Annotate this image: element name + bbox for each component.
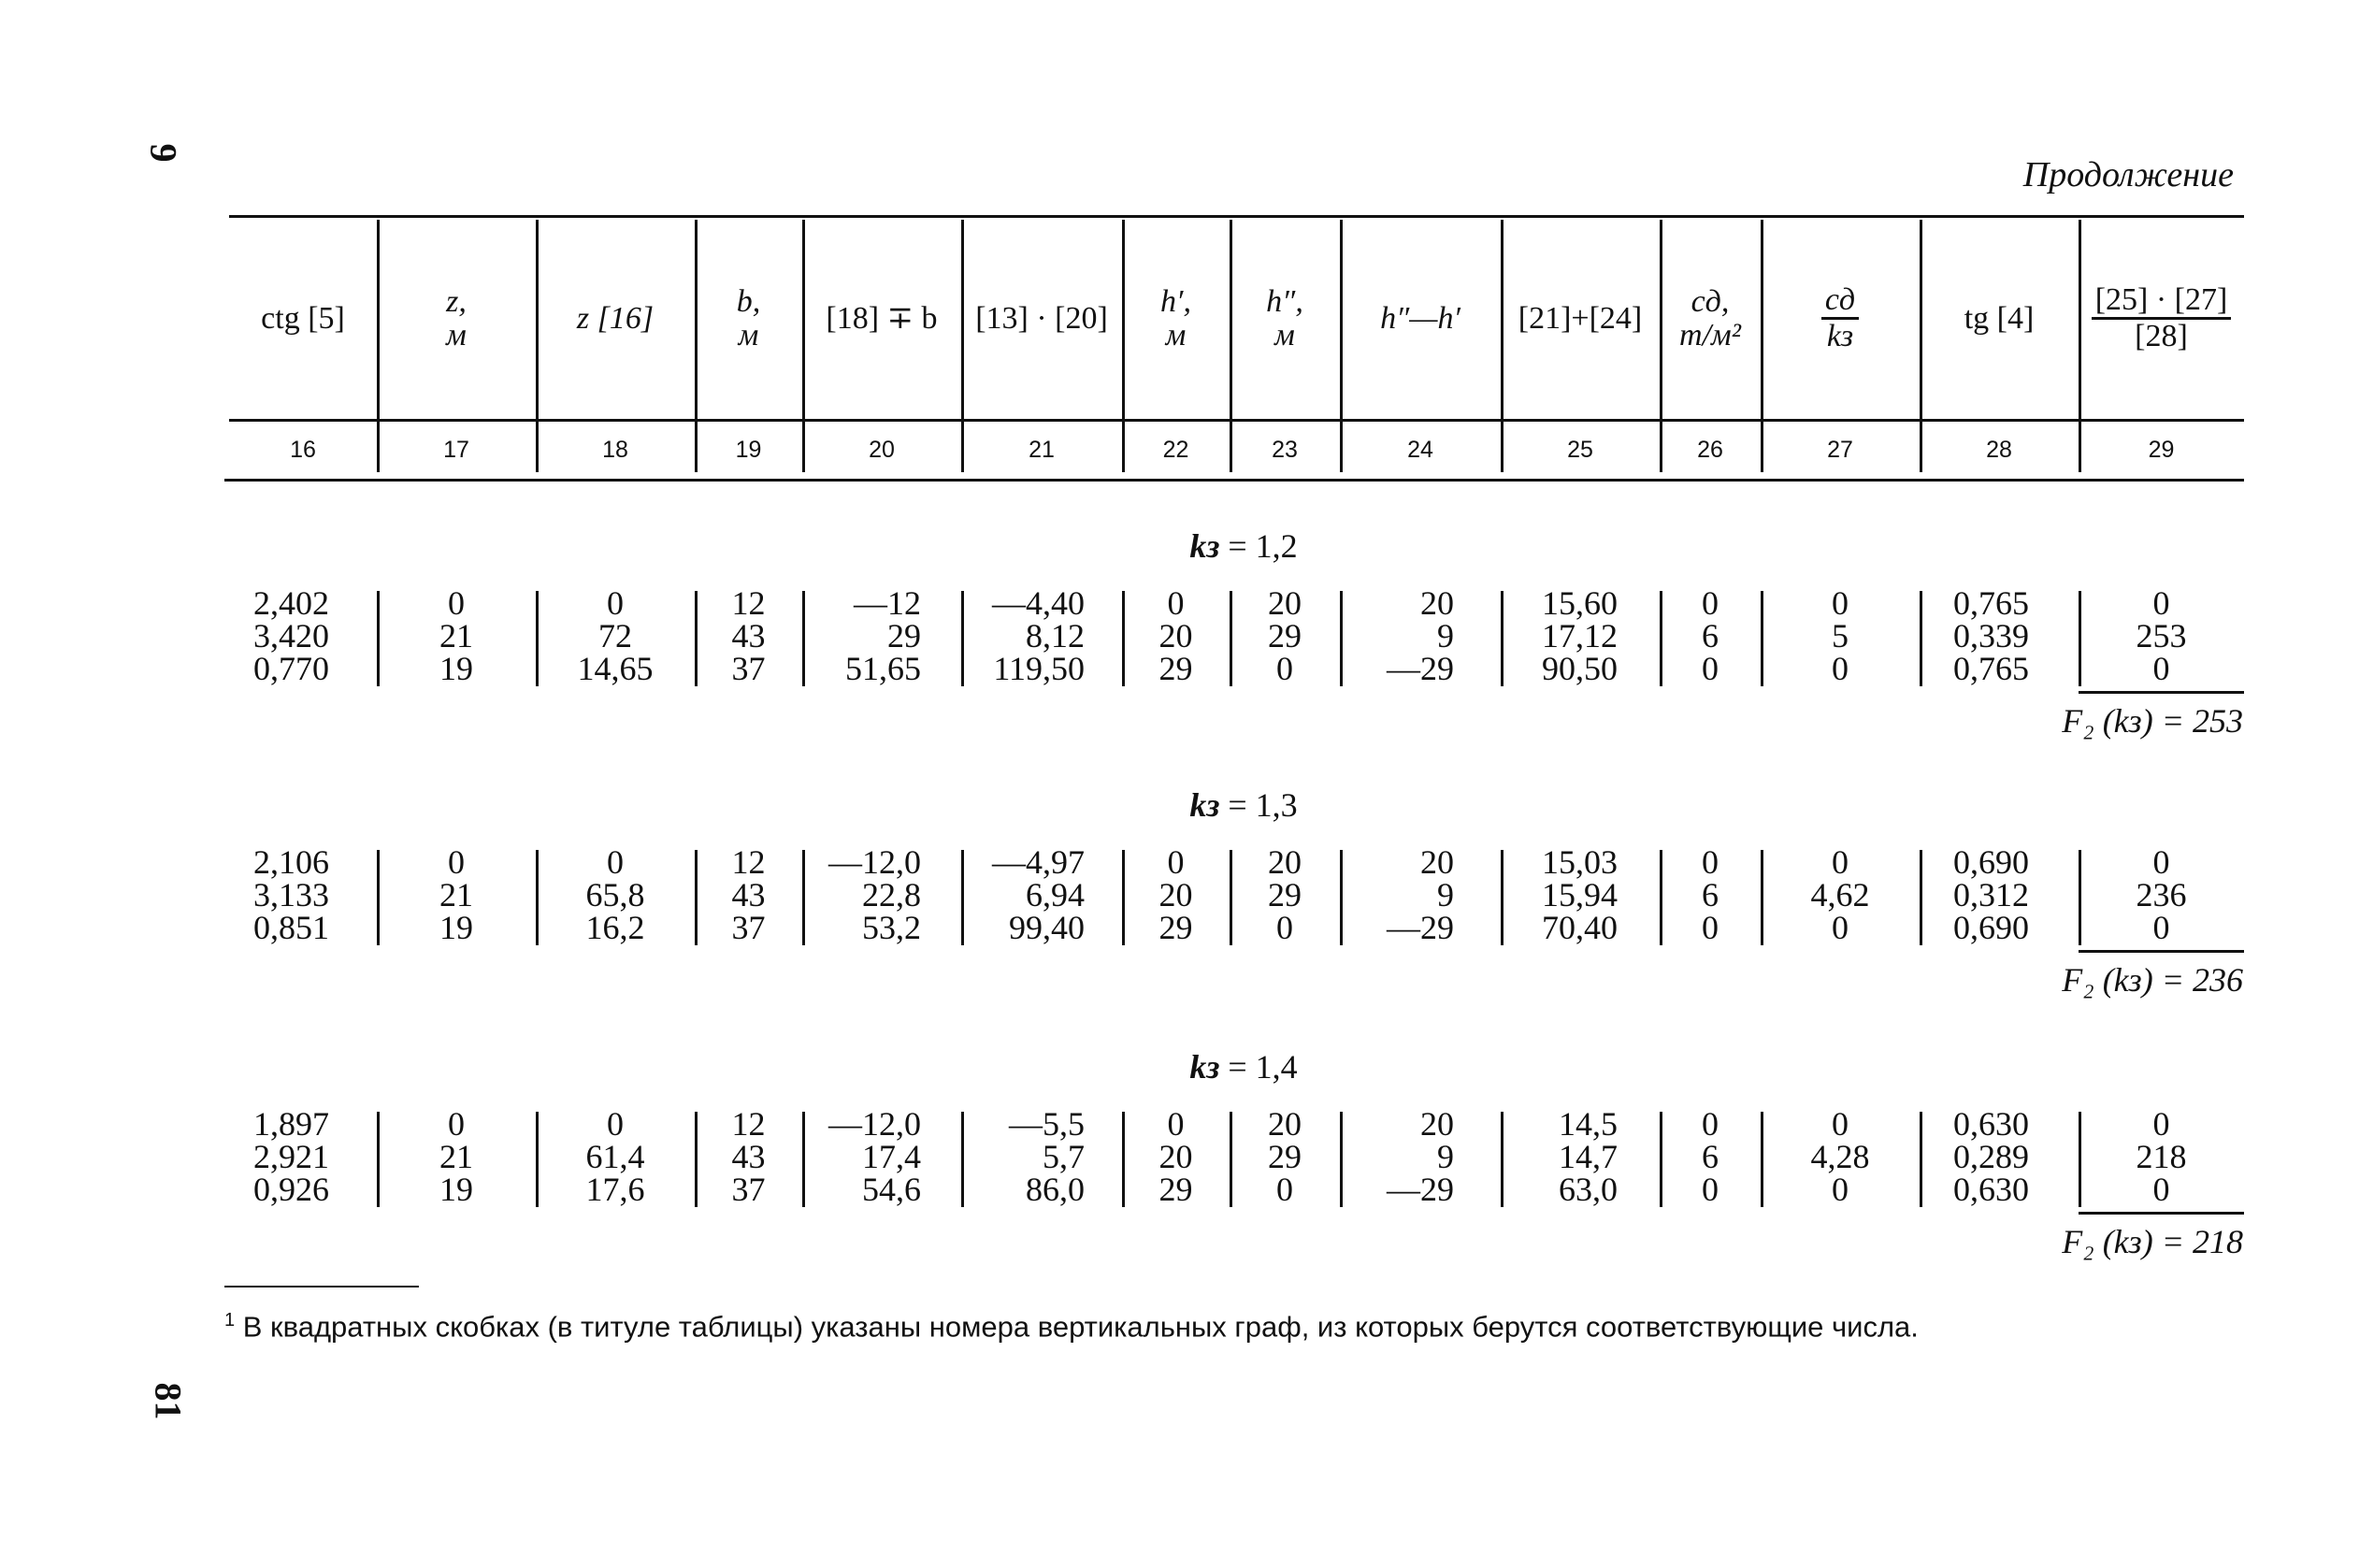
section-k-label: kз (1189, 786, 1220, 824)
table-cell: 4,62 (1810, 876, 1870, 913)
table-cell: 0 (1832, 584, 1849, 622)
table-cell: 0 (607, 843, 624, 881)
body-column-rule (961, 1112, 964, 1207)
body-column-rule (536, 591, 539, 686)
data-column-18 (536, 843, 695, 946)
table-cell: 0 (2152, 1171, 2170, 1208)
header-b: b, м (736, 283, 761, 352)
column-number: 24 (1407, 436, 1433, 463)
body-column-rule (1660, 1112, 1662, 1207)
table-cell: 0 (2152, 843, 2170, 881)
table-cell: 0,339 (1953, 617, 2029, 655)
section-total: F₂ (kз) = 253 (2062, 702, 2243, 740)
table-cell: 0 (448, 584, 465, 622)
body-column-rule (1230, 850, 1232, 945)
table-cell: 16,2 (585, 909, 645, 946)
table-cell: —29 (1387, 909, 1454, 946)
header-bottom-rule (224, 479, 2244, 482)
table-cell: 61,4 (585, 1138, 645, 1175)
data-column-17 (377, 1105, 536, 1208)
table-cell: 0 (1276, 909, 1293, 946)
table-cell: 9 (1437, 876, 1454, 913)
body-column-rule (1340, 1112, 1343, 1207)
footnote-text: В квадратных скобках (в титуле таблицы) указаны номера вертикальных граф, из которых берутся соответствующие числа. (242, 1310, 1919, 1344)
header-13-times-20: [13] · [20] (975, 300, 1108, 336)
table-cell: 21 (439, 1138, 473, 1175)
table-cell: 0 (1702, 1105, 1719, 1143)
table-cell: 0,765 (1953, 650, 2029, 687)
table-cell: 99,40 (1009, 909, 1085, 946)
table-cell: 0 (1832, 843, 1849, 881)
table-cell: 3,420 (253, 617, 329, 655)
table-cell: 0 (1276, 1171, 1293, 1208)
footnote-marker: 1 (224, 1310, 236, 1331)
body-column-rule (1920, 591, 1922, 686)
table-cell: 14,7 (1559, 1138, 1618, 1175)
table-cell: 0 (448, 1105, 465, 1143)
data-column-28 (1889, 584, 2029, 687)
body-column-rule (1230, 591, 1232, 686)
body-column-rule (2079, 591, 2081, 686)
table-cell: 20 (1268, 1105, 1302, 1143)
table-cell: 51,65 (845, 650, 921, 687)
body-column-rule (1122, 850, 1125, 945)
table-cell: 0 (1702, 843, 1719, 881)
continuation-label: Продолжение (2022, 155, 2234, 194)
body-column-rule (695, 591, 698, 686)
table-cell: 6 (1702, 1138, 1719, 1175)
table-cell: 3,133 (253, 876, 329, 913)
data-column-21 (944, 843, 1085, 946)
data-column-21 (944, 584, 1085, 687)
table-cell: 0,926 (253, 1171, 329, 1208)
table-cell: 86,0 (1026, 1171, 1085, 1208)
data-column-25 (1477, 584, 1618, 687)
data-column-24 (1314, 584, 1454, 687)
body-column-rule (377, 591, 380, 686)
header-h-prime: h′, м (1160, 283, 1191, 352)
table-cell: 0 (2152, 650, 2170, 687)
section-k-value: = 1,2 (1219, 527, 1298, 565)
column-number: 28 (1986, 436, 2012, 463)
table-cell: 9 (1437, 617, 1454, 655)
column-number: 16 (290, 436, 316, 463)
table-cell: 29 (1158, 650, 1193, 687)
table-cell: 6 (1702, 876, 1719, 913)
table-cell: 19 (439, 1171, 473, 1208)
table-cell: 0 (1832, 909, 1849, 946)
data-column-25 (1477, 843, 1618, 946)
data-column-22 (1122, 843, 1230, 946)
table-cell: 0,851 (253, 909, 329, 946)
section-k-label: kз (1189, 527, 1220, 565)
body-column-rule (1501, 850, 1504, 945)
table-cell: 15,03 (1542, 843, 1618, 881)
data-column-26 (1660, 584, 1761, 687)
table-cell: 72 (598, 617, 632, 655)
section-k-value: = 1,4 (1219, 1048, 1298, 1086)
table-cell: 0,765 (1953, 584, 2029, 622)
table-cell: 253 (2136, 617, 2187, 655)
data-column-17 (377, 843, 536, 946)
table-cell: 14,65 (577, 650, 654, 687)
table-cell: —5,5 (1009, 1105, 1085, 1143)
table-cell: 0,312 (1953, 876, 2029, 913)
table-cell: 19 (439, 909, 473, 946)
table-cell: 119,50 (993, 650, 1085, 687)
table-cell: 20 (1158, 617, 1193, 655)
table-cell: —29 (1387, 650, 1454, 687)
section-k-title (1103, 785, 1384, 825)
data-column-16 (189, 1105, 329, 1208)
table-cell: 0 (1702, 1171, 1719, 1208)
table-cell: 0 (448, 843, 465, 881)
column-number: 23 (1272, 436, 1298, 463)
table-cell: 20 (1420, 584, 1454, 622)
table-cell: 9 (1437, 1138, 1454, 1175)
body-column-rule (1920, 850, 1922, 945)
table-cell: 8,12 (1026, 617, 1085, 655)
table-cell: 0 (1167, 1105, 1185, 1143)
header-h-double-prime: h″, м (1266, 283, 1303, 352)
table-cell: 0,289 (1953, 1138, 2029, 1175)
body-column-rule (961, 591, 964, 686)
body-column-rule (802, 591, 805, 686)
table-cell: 29 (887, 617, 921, 655)
table-cell: 0 (1167, 843, 1185, 881)
table-cell: 0 (2152, 909, 2170, 946)
table-cell: 20 (1420, 843, 1454, 881)
header-mid-rule (229, 419, 2244, 422)
footnote-rule (224, 1286, 419, 1287)
body-column-rule (695, 1112, 698, 1207)
table-cell: 54,6 (862, 1171, 921, 1208)
column-number: 22 (1162, 436, 1189, 463)
table-cell: 5,7 (1043, 1138, 1085, 1175)
table-cell: 37 (731, 650, 766, 687)
table-cell: 12 (731, 1105, 766, 1143)
column-number: 17 (443, 436, 469, 463)
table-cell: 20 (1158, 876, 1193, 913)
table-cell: 0,690 (1953, 843, 2029, 881)
section-k-title (1103, 1047, 1384, 1086)
table-cell: —12,0 (828, 843, 921, 881)
body-column-rule (1230, 1112, 1232, 1207)
header-tg4: tg [4] (1964, 300, 2035, 336)
section-total: F₂ (kз) = 236 (2062, 961, 2243, 999)
section-k-label: kз (1189, 1048, 1220, 1086)
column-number: 20 (869, 436, 895, 463)
table-cell: 20 (1268, 584, 1302, 622)
table-cell: 0,630 (1953, 1171, 2029, 1208)
section-k-value: = 1,3 (1219, 786, 1298, 824)
data-column-16 (189, 584, 329, 687)
data-column-28 (1889, 1105, 2029, 1208)
data-column-24 (1314, 843, 1454, 946)
table-cell: 15,60 (1542, 584, 1618, 622)
body-column-rule (1122, 1112, 1125, 1207)
data-column-21 (944, 1105, 1085, 1208)
table-cell: 0 (607, 584, 624, 622)
table-cell: 12 (731, 584, 766, 622)
data-column-22 (1122, 584, 1230, 687)
table-cell: 21 (439, 876, 473, 913)
table-cell: 90,50 (1542, 650, 1618, 687)
header-formula-29: $\frac{[25] \cdot [27]}{[28]}$ (2079, 218, 2244, 419)
table-cell: 0 (1832, 1105, 1849, 1143)
body-column-rule (1122, 591, 1125, 686)
table-cell: 0 (1276, 650, 1293, 687)
column-number: 19 (735, 436, 762, 463)
body-column-rule (536, 1112, 539, 1207)
table-cell: 0 (1832, 650, 1849, 687)
body-column-rule (377, 1112, 380, 1207)
total-rule (2079, 1212, 2244, 1215)
table-cell: 53,2 (862, 909, 921, 946)
table-cell: —29 (1387, 1171, 1454, 1208)
body-column-rule (1761, 850, 1763, 945)
table-cell: 1,897 (253, 1105, 329, 1143)
header-21-plus-24: [21]+[24] (1518, 300, 1643, 336)
table-cell: 63,0 (1559, 1171, 1618, 1208)
table-cell: 0,690 (1953, 909, 2029, 946)
data-column-25 (1477, 1105, 1618, 1208)
table-cell: 0 (607, 1105, 624, 1143)
data-column-17 (377, 584, 536, 687)
table-cell: 17,12 (1542, 617, 1618, 655)
column-number: 25 (1567, 436, 1593, 463)
body-column-rule (2079, 850, 2081, 945)
header-ctg5: ctg [5] (261, 300, 345, 336)
body-column-rule (695, 850, 698, 945)
header-z16: z [16] (576, 300, 655, 336)
body-column-rule (1761, 1112, 1763, 1207)
data-column-22 (1122, 1105, 1230, 1208)
column-number: 27 (1827, 436, 1853, 463)
table-cell: 6,94 (1026, 876, 1085, 913)
table-cell: 6 (1702, 617, 1719, 655)
body-column-rule (1660, 850, 1662, 945)
table-cell: 20 (1268, 843, 1302, 881)
data-column-18 (536, 584, 695, 687)
table-cell: 0 (1702, 650, 1719, 687)
table-cell: 22,8 (862, 876, 921, 913)
table-cell: 19 (439, 650, 473, 687)
table-cell: 0 (1702, 584, 1719, 622)
table-cell: 0,630 (1953, 1105, 2029, 1143)
table-cell: 5 (1832, 617, 1849, 655)
body-column-rule (536, 850, 539, 945)
header-h-diff: h″—h′ (1380, 300, 1460, 336)
table-cell: 17,4 (862, 1138, 921, 1175)
header-18-minus-b: [18] ∓ b (826, 300, 938, 336)
table-cell: —12,0 (828, 1105, 921, 1143)
table-cell: —12 (854, 584, 921, 622)
table-cell: 43 (731, 876, 766, 913)
table-cell: 218 (2136, 1138, 2187, 1175)
data-column-29 (2079, 584, 2244, 687)
table-cell: 65,8 (585, 876, 645, 913)
data-column-26 (1660, 1105, 1761, 1208)
body-column-rule (377, 850, 380, 945)
data-column-16 (189, 843, 329, 946)
total-rule (2079, 691, 2244, 694)
body-column-rule (1660, 591, 1662, 686)
table-cell: 0 (2152, 584, 2170, 622)
data-column-24 (1314, 1105, 1454, 1208)
column-number: 29 (2148, 436, 2175, 463)
body-column-rule (1501, 1112, 1504, 1207)
total-rule (2079, 950, 2244, 953)
body-column-rule (1920, 1112, 1922, 1207)
table-cell: 43 (731, 617, 766, 655)
body-column-rule (1761, 591, 1763, 686)
data-column-18 (536, 1105, 695, 1208)
data-column-29 (2079, 843, 2244, 946)
data-column-29 (2079, 1105, 2244, 1208)
body-column-rule (961, 850, 964, 945)
table-cell: 0 (1167, 584, 1185, 622)
table-cell: 29 (1268, 617, 1302, 655)
header-cd-over-kz: $\frac{cд}{kз}$ (1761, 218, 1920, 419)
header-z: z, м (446, 283, 467, 352)
data-column-26 (1660, 843, 1761, 946)
page-number-top: 9 (142, 143, 185, 163)
column-number: 21 (1029, 436, 1055, 463)
table-cell: 37 (731, 909, 766, 946)
table-cell: 70,40 (1542, 909, 1618, 946)
body-column-rule (1340, 850, 1343, 945)
table-cell: 43 (731, 1138, 766, 1175)
table-cell: —4,40 (992, 584, 1085, 622)
table-cell: 0 (1832, 1171, 1849, 1208)
table-cell: 2,106 (253, 843, 329, 881)
table-cell: 29 (1268, 1138, 1302, 1175)
body-column-rule (1501, 591, 1504, 686)
table-cell: 17,6 (585, 1171, 645, 1208)
table-cell: 14,5 (1559, 1105, 1618, 1143)
table-cell: 29 (1268, 876, 1302, 913)
column-number: 18 (602, 436, 628, 463)
data-column-28 (1889, 843, 2029, 946)
table-cell: 12 (731, 843, 766, 881)
table-cell: 20 (1420, 1105, 1454, 1143)
table-cell: 37 (731, 1171, 766, 1208)
table-cell: 29 (1158, 1171, 1193, 1208)
body-column-rule (2079, 1112, 2081, 1207)
section-k-title (1103, 526, 1384, 566)
body-column-rule (802, 850, 805, 945)
table-cell: 0 (2152, 1105, 2170, 1143)
footnote (224, 1300, 2235, 1347)
section-total: F₂ (kз) = 218 (2062, 1223, 2243, 1260)
header-cd: cд, т/м² (1679, 283, 1741, 352)
table-cell: 0,770 (253, 650, 329, 687)
table-cell: 4,28 (1810, 1138, 1870, 1175)
table-cell: —4,97 (992, 843, 1085, 881)
table-cell: 21 (439, 617, 473, 655)
table-cell: 2,921 (253, 1138, 329, 1175)
table-cell: 236 (2136, 876, 2187, 913)
table-cell: 0 (1702, 909, 1719, 946)
page-number-bottom: 81 (147, 1382, 190, 1420)
body-column-rule (1340, 591, 1343, 686)
table-cell: 2,402 (253, 584, 329, 622)
table-cell: 29 (1158, 909, 1193, 946)
body-column-rule (802, 1112, 805, 1207)
table-cell: 20 (1158, 1138, 1193, 1175)
column-number: 26 (1697, 436, 1723, 463)
table-cell: 15,94 (1542, 876, 1618, 913)
